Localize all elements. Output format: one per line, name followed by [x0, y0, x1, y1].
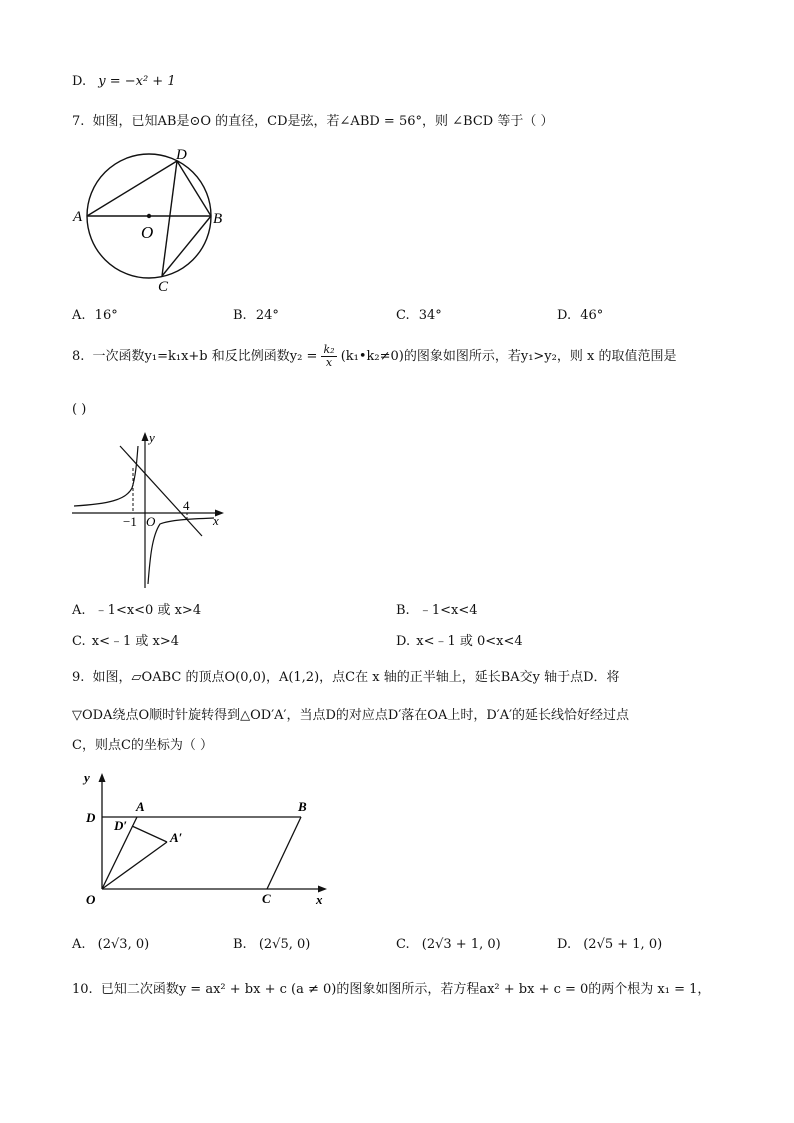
option-label: C. [396, 308, 410, 323]
q7-option-d[interactable] [557, 308, 603, 323]
q7-option-c[interactable] [396, 308, 442, 323]
option-label: D. [557, 308, 572, 323]
q7-option-a[interactable] [72, 308, 118, 323]
q8-option-a[interactable] [72, 599, 201, 618]
q8-function-graph [68, 428, 228, 590]
label-o: O [141, 223, 154, 242]
option-label: A. [72, 603, 86, 618]
question-text-part2: (k₁•k₂≠0)的图象如图所示，若y₁>y₂，则 x 的取值范围是 [340, 349, 677, 364]
option-value: ﹣1<x<4 [418, 603, 478, 618]
q10-stem [72, 978, 710, 997]
question-number: 7. [72, 114, 85, 129]
question-number: 9. [72, 670, 85, 685]
q7-option-b[interactable] [233, 308, 279, 323]
option-label: C. [396, 937, 410, 952]
axis-label-x: x [213, 513, 219, 528]
q9-option-a[interactable] [72, 937, 149, 952]
option-value: 16° [94, 308, 118, 323]
q6-option-d [72, 74, 176, 89]
question-text: 如图，已知AB是⊙O 的直径，CD是弦，若∠ABD = 56°，则 ∠BCD 等于（ ） [92, 114, 554, 129]
y-axis-arrow [142, 432, 149, 441]
label-c: C [158, 279, 169, 295]
axis-label-x: x [316, 892, 323, 907]
option-value: y = −x² + 1 [98, 74, 176, 89]
q9-stem-line3: C，则点C的坐标为（ ） [72, 738, 214, 753]
q8-option-c[interactable] [72, 630, 179, 649]
option-value: 24° [255, 308, 279, 323]
side-oa-prime [102, 842, 167, 889]
axis-label-y: y [149, 430, 155, 445]
chord-db [177, 161, 211, 216]
axis-label-y: y [84, 770, 90, 785]
option-label: D. [72, 74, 87, 89]
option-value: 34° [418, 308, 442, 323]
tick-label-neg1: −1 [123, 514, 137, 529]
label-d: D [86, 810, 96, 825]
label-d-prime: D′ [114, 818, 128, 833]
label-a: A [73, 209, 83, 225]
option-value: (2√3, 0) [97, 937, 150, 952]
hyperbola-right-branch [148, 518, 214, 584]
tick-label-4: 4 [183, 498, 190, 513]
chord-dc [162, 161, 177, 276]
q9-stem-line2: ▽ODA绕点O顺时针旋转得到△OD′A′，当点D的对应点D′落在OA上时，D′A′的延长线恰好经过点 [72, 708, 630, 723]
fraction-numerator: k₂ [323, 343, 335, 356]
center-point [147, 214, 151, 218]
option-label: B. [396, 603, 410, 618]
q9-option-b[interactable] [233, 937, 310, 952]
option-value: x<﹣1 或 x>4 [91, 634, 180, 649]
label-a: A [136, 799, 145, 814]
option-label: A. [72, 308, 86, 323]
q9-option-d[interactable] [557, 937, 662, 952]
option-value: 46° [580, 308, 604, 323]
label-d: D [176, 147, 187, 163]
option-label: A. [72, 937, 86, 952]
q9-stem-line1 [72, 666, 620, 685]
label-b: B [298, 799, 307, 814]
question-number: 10. [72, 982, 93, 997]
y-axis-arrow [99, 773, 106, 782]
label-b: B [213, 211, 223, 227]
option-label: B. [233, 308, 247, 323]
question-text: 已知二次函数y = ax² + bx + c (a ≠ 0)的图象如图所示，若方程ax² + bx + c = 0的两个根为 x₁ = 1， [100, 982, 711, 997]
question-number: 8. [72, 349, 85, 364]
option-value: (2√5, 0) [258, 937, 311, 952]
option-value: x<﹣1 或 0<x<4 [416, 634, 523, 649]
option-value: (2√3 + 1, 0) [421, 937, 501, 952]
origin-label: O [146, 514, 156, 529]
q8-option-d[interactable] [396, 630, 523, 649]
q9-parallelogram-figure [80, 768, 340, 913]
side-bc [267, 817, 301, 889]
option-value: ﹣1<x<0 或 x>4 [94, 603, 202, 618]
option-label: C. [72, 634, 86, 649]
fraction-k2-over-x [321, 344, 336, 369]
label-a-prime: A′ [170, 830, 183, 845]
option-label: D. [557, 937, 572, 952]
label-o: O [86, 892, 96, 907]
fraction-denominator: x [325, 356, 333, 369]
q9-option-c[interactable] [396, 937, 501, 952]
chord-ad [87, 161, 177, 216]
option-label: B. [233, 937, 247, 952]
label-c: C [262, 891, 271, 906]
q8-option-b[interactable] [396, 599, 478, 618]
q7-stem [72, 110, 553, 129]
q7-circle-figure [70, 145, 240, 295]
q8-answer-blank: ( ) [72, 402, 87, 417]
q8-stem [72, 344, 676, 369]
question-text: 如图，▱OABC 的顶点O(0,0)，A(1,2)，点C在 x 轴的正半轴上，延长BA交y 轴于点D．将 [92, 670, 620, 685]
question-text-part1: 一次函数y₁=k₁x+b 和反比例函数y₂ = [92, 349, 318, 364]
side-dprime-aprime [132, 826, 167, 842]
option-value: (2√5 + 1, 0) [583, 937, 663, 952]
option-label: D. [396, 634, 411, 649]
